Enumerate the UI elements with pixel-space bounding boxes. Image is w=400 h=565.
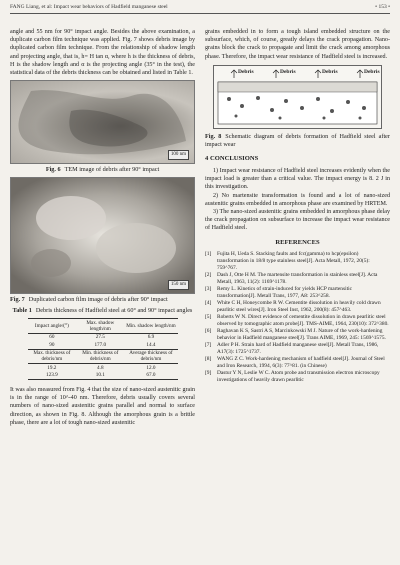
reference-text: Roberts W N. Direct evidence of cementite dissolution in drawn pearlitic steel observed by tomographic atom probe[J]. TMS-AIME, 1964, 230(10): 372^380. xyxy=(217,313,389,327)
table-cell: 90 xyxy=(28,341,77,349)
reference-item xyxy=(205,314,390,328)
table1-title: Debris thickness of Hadfield steel at 60° and 90° impact angles xyxy=(35,307,193,315)
reference-text: WANG Z C. Work-hardening mechanism of hadfield steel[J]. Journal of Steel and Iron Research, 1994, 6(3): 77^81. (in Chinese) xyxy=(217,355,385,369)
reference-item xyxy=(205,370,390,384)
reference-text: Remy L. Kinetics of strain-induced for yields HCP martensitic transformation[J]. Metall Trans, 1977, A8: 253^258. xyxy=(217,285,352,299)
reference-item xyxy=(205,356,390,370)
reference-item xyxy=(205,286,390,300)
reference-number: [8] xyxy=(205,355,212,362)
reference-number: [5] xyxy=(205,313,212,320)
table-cell: 27.5 xyxy=(95,334,105,341)
table-header: Min. shadow length/nm xyxy=(124,319,177,334)
fig8-caption xyxy=(205,133,390,149)
reference-text: Adler P H. Strain hard of Hadfield manganese steel[J]. Metall Trans, 1986, A17(3): 1725^1737. xyxy=(217,341,379,355)
fig8-label-debris: Debris xyxy=(238,68,254,75)
reference-number: [3] xyxy=(205,285,212,292)
section-heading-conclusions: 4 CONCLUSIONS xyxy=(205,154,259,162)
reference-text: Fujita H, Ueda S. Stacking faults and fcc(gamma) to hcp(epsilon) transformation in 18/8 type stainless steel[J]. Acta Metall, 1972, 20(5): 759^767. xyxy=(217,250,370,271)
fig7-caption-text: Duplicated carbon film image of debris after 90° impact xyxy=(28,296,168,304)
table-cell: 14.4 xyxy=(124,341,177,349)
reference-text: Raghavan K S, Sastri A S, Marcinkowski M J. Nature of the work-hardening behavior in Hadfield manganese steel[J]. Trans AIME, 1969, 245: 1569^1575. xyxy=(217,327,386,341)
table-cell: 19.2 xyxy=(47,364,57,371)
reference-item xyxy=(205,251,390,272)
table-cell: 177.0 xyxy=(76,341,124,349)
body-paragraph: grains embedded in to form a tough island embedded structure on the subsurface, which, of course, greatly delays the crack propagation. Nano-grains block the crack to propagate and limit the crack among amorphous phase. Therefore, the impact wear resistance of Hadfield steel is increased. xyxy=(205,29,390,60)
right-column xyxy=(205,28,390,384)
fig8-label-debris: Debris xyxy=(322,68,338,75)
conclusion-item: 3) The nano-sized austenitic grains embedded in amorphous phase delay the crack propagation on subsurface to increase the impact wear resistance of Hadfield steel. xyxy=(205,209,390,232)
conclusion-item: 1) Impact wear resistance of Hadfield steel increases evidently when the impact load is greater than a critical value. The impact energy is 8. 2 J in this investigation. xyxy=(205,168,390,191)
fig7-image xyxy=(10,177,195,294)
table-header: Max. shadow length/nm xyxy=(76,319,124,334)
fig8-label: Fig. 8 xyxy=(205,132,222,140)
fig6-caption-text: TEM image of debris after 90° impact xyxy=(64,166,160,174)
left-column xyxy=(10,28,195,427)
reference-text: Dash J, Otte H M. The martensite transformation in stainless steel[J]. Acta Metall, 1963, 11(2): 1169^1178. xyxy=(217,271,378,285)
reference-item xyxy=(205,272,390,286)
body-paragraph: It was also measured from Fig. 4 that the size of nano-sized austenitic grain is in the range of 10^-40 nm. Therefore, debris usually covers several numbers of nano-sized austenitic grains parallel and normal to surface direction, as shown in Fig. 8. Although the amorphous grain is a brittle phase, there are a lot of tough nano-sized austenitic xyxy=(10,386,195,426)
table-cell: 123.9 xyxy=(28,372,77,380)
section-heading-references: REFERENCES xyxy=(275,238,320,246)
page-header xyxy=(10,3,390,14)
fig6-scale-bar: 100 nm xyxy=(168,150,189,160)
reference-number: [6] xyxy=(205,327,212,334)
reference-list xyxy=(205,251,390,384)
table1-label: Table 1 xyxy=(12,307,32,315)
fig6-caption xyxy=(10,166,195,174)
reference-text: White C H, Honeycombe R W. Cementite dissolution in heavily cold drawn pearlitic steel wires[J]. Iron Steel Inst, 1962, 200(8): 457^463. xyxy=(217,299,381,313)
reference-number: [9] xyxy=(205,369,212,376)
reference-item xyxy=(205,328,390,342)
table-row xyxy=(28,341,178,349)
reference-text: Dastur Y N, Leslie W C. Atom probe and transmission electron microscopy investigations of heavily drawn pearlitic xyxy=(217,369,380,383)
fig6-image xyxy=(10,80,195,164)
page-number: • 153 • xyxy=(375,4,390,10)
fig7-micrograph xyxy=(11,178,195,293)
table1-caption xyxy=(10,307,195,315)
table-header: Max. thickness of debris/nm xyxy=(28,349,77,364)
reference-number: [2] xyxy=(205,271,212,278)
table-header: Average thickness of debris/nm xyxy=(124,349,177,364)
running-header: FANG Liang, et al: Impact wear behaviors of Hadfield manganese steel xyxy=(10,4,168,10)
fig7-scale-bar: 150 nm xyxy=(168,280,189,290)
fig6-label: Fig. 6 xyxy=(45,166,61,174)
fig8-caption-text: Schematic diagram of debris formation of Hadfield steel after impact wear xyxy=(205,132,390,148)
reference-number: [7] xyxy=(205,341,212,348)
fig8-schematic xyxy=(213,65,382,129)
table-header: Impact angle/(°) xyxy=(28,319,77,334)
reference-item xyxy=(205,342,390,356)
conclusion-item: 2) No martensite transformation is found and a lot of nano-sized austenitic grains embedded in amorphous phase are examined by HRTEM. xyxy=(205,192,390,207)
fig8-label-debris: Debris xyxy=(280,68,296,75)
table-cell: 4.8 xyxy=(97,364,104,371)
table-cell: 12.0 xyxy=(146,364,156,371)
table-row xyxy=(28,333,178,341)
reference-number: [4] xyxy=(205,299,212,306)
fig7-label: Fig. 7 xyxy=(10,296,25,304)
table-cell: 67.0 xyxy=(124,372,177,380)
table-row xyxy=(28,364,178,372)
table-header: Min. thickness of debris/nm xyxy=(76,349,124,364)
fig7-caption xyxy=(10,296,195,304)
debris-thickness-table xyxy=(28,318,178,380)
fig8-label-debris: Debris xyxy=(364,68,380,75)
reference-number: [1] xyxy=(205,250,212,257)
reference-item xyxy=(205,300,390,314)
table-row xyxy=(28,372,178,380)
table-cell: 10.1 xyxy=(76,372,124,380)
body-paragraph: angle and 55 nm for 90° impact angle. Besides the above examination, a duplicate carbon film technique was applied. Fig. 7 shows debris image by duplicated carbon film technique. From the relationship of shadow length and projecting angle, that is, h= H tan α, where h is the thickness of debris, H is the shadow length and α is the projecting angle (35° in the test), the statistical data of the debris thickness can be obtained and listed in Table 1. xyxy=(10,29,195,77)
table-cell: 60 xyxy=(49,334,55,341)
table-cell: 6.9 xyxy=(147,334,155,341)
